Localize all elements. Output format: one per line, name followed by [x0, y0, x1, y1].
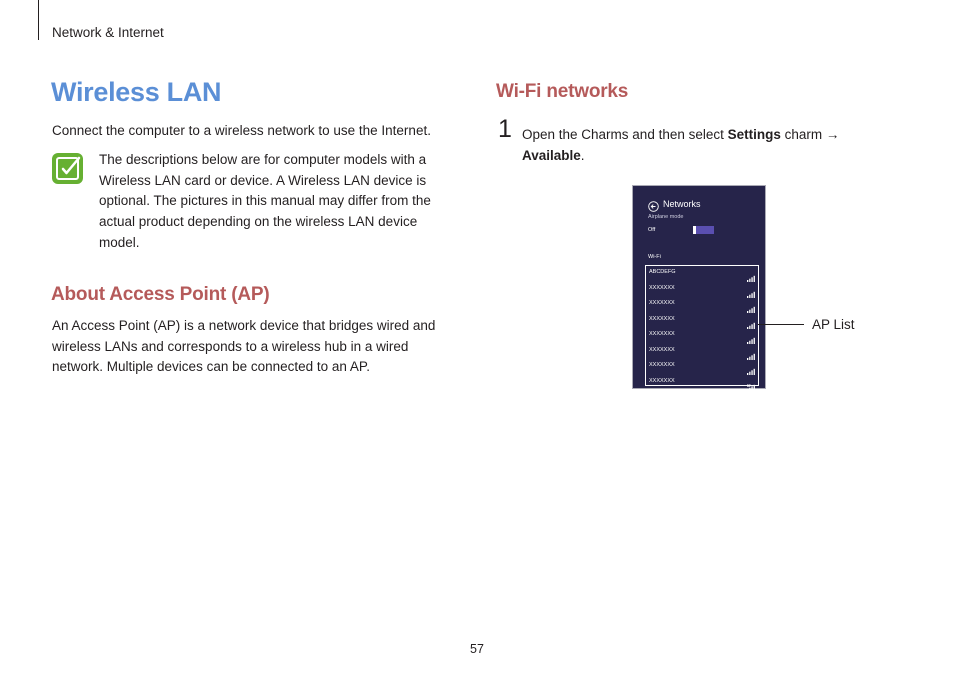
airplane-mode-label: Airplane mode [648, 214, 684, 220]
ap-list [645, 265, 759, 386]
ap-list-item[interactable] [649, 360, 755, 372]
step-suffix: . [580, 148, 585, 163]
wifi-networks-heading: Wi-Fi networks [496, 81, 629, 102]
signal-icon [747, 347, 755, 354]
ap-list-callout: AP List [812, 317, 855, 332]
ap-name: XXXXXXX [649, 300, 675, 306]
intro-text: Connect the computer to a wireless network to use the Internet. [52, 123, 431, 138]
ap-name: XXXXXXX [649, 331, 675, 337]
step-prefix: Open the Charms and then select [522, 127, 728, 142]
networks-title: Networks [663, 199, 701, 209]
step-middle: charm → [780, 127, 840, 142]
networks-panel [632, 185, 766, 389]
signal-icon [747, 269, 755, 276]
page-title: Wireless LAN [51, 77, 222, 107]
ap-list-item[interactable] [649, 376, 755, 388]
toggle-knob [693, 226, 696, 234]
about-ap-text: An Access Point (AP) is a network device that bridges wired and wireless LANs and corresponds to a wireless hub in a wired network. Multiple devices can be connected to an AP. [52, 318, 436, 375]
ap-list-item[interactable] [649, 267, 755, 279]
step-text [522, 124, 862, 166]
note-pencil-icon [52, 153, 83, 184]
ap-list-item[interactable] [649, 329, 755, 341]
ap-name: XXXXXXX [649, 284, 675, 291]
header-rule [38, 0, 39, 40]
ap-list-item[interactable] [649, 314, 755, 326]
step-number: 1 [498, 115, 512, 143]
signal-icon [747, 316, 755, 323]
ap-name: ABCDEFG [649, 269, 676, 275]
page-number: 57 [470, 642, 484, 656]
signal-icon [747, 331, 755, 338]
about-ap-heading: About Access Point (AP) [51, 284, 270, 305]
ap-name: XXXXXXX [649, 346, 675, 353]
wifi-label: Wi-Fi [648, 254, 661, 260]
callout-line [758, 324, 804, 325]
ap-list-item[interactable] [649, 345, 755, 357]
signal-icon [747, 300, 755, 307]
ap-name: XXXXXXX [649, 315, 675, 322]
ap-name: XXXXXXX [649, 377, 675, 384]
section-label: Network & Internet [52, 25, 164, 40]
back-arrow-icon[interactable] [648, 199, 659, 210]
ap-name: XXXXXXX [649, 362, 675, 368]
airplane-mode-toggle[interactable] [693, 226, 714, 234]
step-available: Available [522, 148, 581, 163]
signal-icon [747, 285, 755, 292]
step-settings: Settings [727, 127, 781, 142]
secured-signal-icon [747, 378, 755, 385]
signal-icon [747, 362, 755, 369]
ap-list-item[interactable] [649, 298, 755, 310]
airplane-mode-value: Off [648, 227, 656, 233]
ap-list-item[interactable] [649, 283, 755, 295]
note-text: The descriptions below are for computer models with a Wireless LAN card or device. A Wireless LAN device is optional. The pictures in this manual may differ from the actual product depending on the wireless LAN device model. [99, 152, 431, 250]
